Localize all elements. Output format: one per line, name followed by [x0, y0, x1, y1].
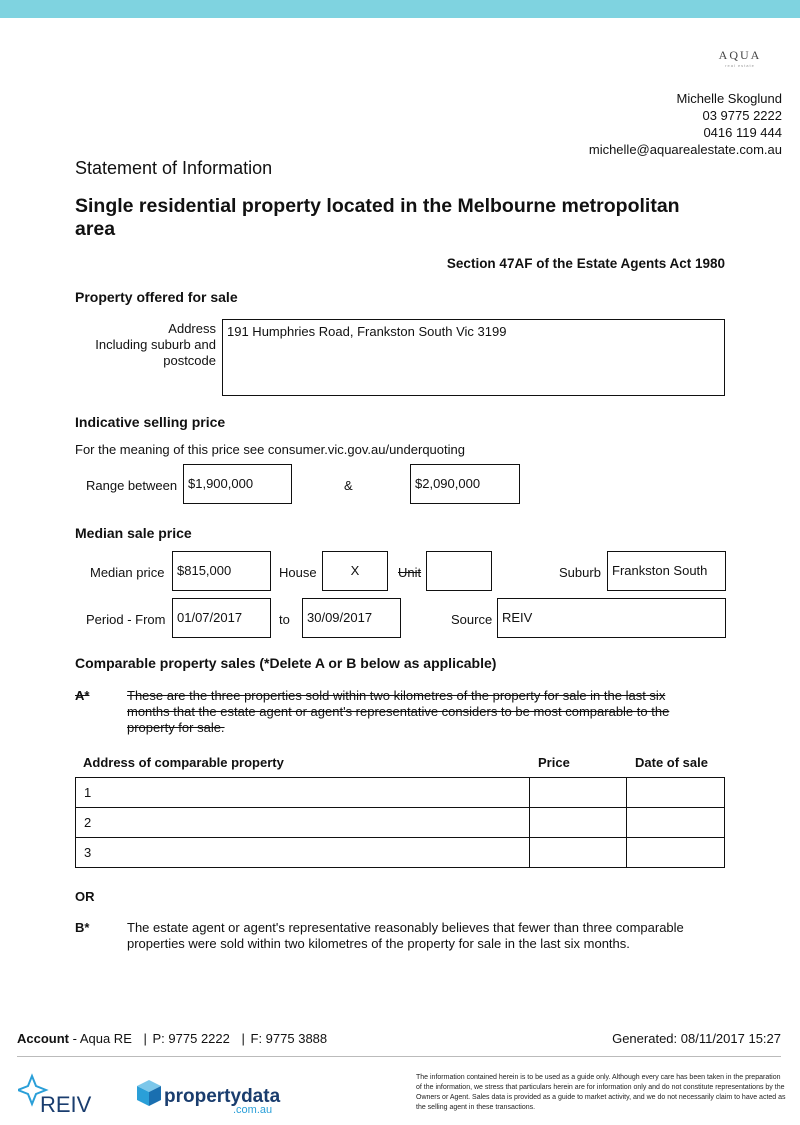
suburb-field[interactable]: Frankston South [607, 551, 726, 591]
underquoting-note: For the meaning of this price see consumer.vic.gov.au/underquoting [75, 442, 465, 457]
reiv-logo-text: REIV [40, 1092, 92, 1116]
row-date-cell[interactable] [627, 808, 725, 838]
footer-divider-line [17, 1056, 781, 1057]
agent-mobile: 0416 119 444 [703, 125, 782, 140]
period-to-label: to [279, 612, 290, 627]
row-date-cell[interactable] [627, 778, 725, 808]
price-high-field[interactable]: $2,090,000 [410, 464, 520, 504]
unit-label: Unit [398, 565, 422, 580]
row-address-cell[interactable]: 3 [76, 838, 530, 868]
row-address-cell[interactable]: 1 [76, 778, 530, 808]
table-row [76, 838, 725, 868]
agent-contact [589, 90, 782, 158]
period-from-field[interactable]: 01/07/2017 [172, 598, 271, 638]
option-a-text-line3: property for sale. [127, 720, 225, 735]
indicative-heading: Indicative selling price [75, 414, 226, 430]
address-label-line1: Address [168, 321, 216, 336]
agency-logo [716, 48, 764, 68]
median-price-field[interactable]: $815,000 [172, 551, 271, 591]
property-heading: Property offered for sale [75, 289, 238, 305]
row-price-cell[interactable] [530, 838, 627, 868]
propertydata-logo-text: propertydata [164, 1086, 281, 1107]
or-label: OR [75, 889, 95, 904]
agency-logo-subtext: real estate [725, 63, 755, 68]
column-address-header: Address of comparable property [83, 755, 284, 770]
account-label: Account [17, 1031, 69, 1046]
statement-title: Statement of Information [75, 158, 273, 178]
propertydata-logo-subtext: .com.au [233, 1104, 273, 1116]
account-value: - Aqua RE [69, 1031, 132, 1046]
top-accent-bar [0, 0, 800, 18]
column-date-header: Date of sale [635, 755, 708, 770]
footer-fax: F: 9775 3888 [250, 1031, 328, 1046]
agent-email: michelle@aquarealestate.com.au [588, 142, 782, 157]
address-field[interactable]: 191 Humphries Road, Frankston South Vic 3199 [222, 319, 725, 396]
period-label: Period - From [86, 612, 166, 627]
option-a-text-line2: months that the estate agent or agent's representative considers to be most comparable to the [127, 704, 670, 719]
footer-info [17, 1031, 781, 1046]
range-label: Range between [86, 478, 178, 493]
footer-divider: | [241, 1031, 245, 1046]
reiv-logo [18, 1072, 98, 1116]
table-row [76, 808, 725, 838]
row-price-cell[interactable] [530, 778, 627, 808]
suburb-label: Suburb [559, 565, 601, 580]
page-title: Single residential property located in the Melbourne metropolitan area [75, 195, 680, 240]
row-address-cell[interactable]: 2 [76, 808, 530, 838]
table-row [76, 778, 725, 808]
option-a-label: A* [75, 688, 90, 703]
comparable-table [75, 777, 725, 868]
option-b-text-line1: The estate agent or agent's representative reasonably believes that fewer than three comparable [127, 920, 684, 935]
house-label: House [279, 565, 317, 580]
column-price-header: Price [538, 755, 570, 770]
period-to-field[interactable]: 30/09/2017 [302, 598, 401, 638]
range-ampersand: & [344, 478, 353, 493]
address-label [75, 321, 216, 369]
propertydata-logo [135, 1080, 285, 1116]
disclaimer-text: The information contained herein is to be used as a guide only. Although every care has been taken in the preparation of the information, we stress that particulars herein are for information only and do not constitute representations by the Owners or Agent. Sales data is provided as a guide to market activity, and we do not necessarily claim to have acted as the selling agent in these transactions. [416, 1074, 786, 1111]
source-label: Source [451, 612, 493, 627]
address-label-line3: postcode [163, 353, 216, 368]
comparable-heading: Comparable property sales (*Delete A or B below as applicable) [75, 655, 497, 671]
option-b-label: B* [75, 920, 90, 935]
row-date-cell[interactable] [627, 838, 725, 868]
option-a-text-line1: These are the three properties sold within two kilometres of the property for sale in the last six [127, 688, 666, 703]
source-field[interactable]: REIV [497, 598, 726, 638]
agent-phone: 03 9775 2222 [702, 108, 782, 123]
section-reference: Section 47AF of the Estate Agents Act 1980 [446, 256, 725, 271]
option-b-text-line2: properties were sold within two kilometres of the property for sale in the last six months. [127, 936, 630, 951]
house-field[interactable]: X [322, 551, 388, 591]
agent-name: Michelle Skoglund [676, 91, 782, 106]
median-heading: Median sale price [75, 525, 192, 541]
median-price-label: Median price [90, 565, 165, 580]
generated-timestamp: Generated: 08/11/2017 15:27 [612, 1031, 781, 1046]
price-low-field[interactable]: $1,900,000 [183, 464, 292, 504]
address-label-line2: Including suburb and [95, 337, 216, 352]
agency-logo-text: AQUA [718, 48, 762, 62]
unit-field[interactable] [426, 551, 492, 591]
footer-divider: | [143, 1031, 147, 1046]
footer-phone: P: 9775 2222 [152, 1031, 230, 1046]
row-price-cell[interactable] [530, 808, 627, 838]
